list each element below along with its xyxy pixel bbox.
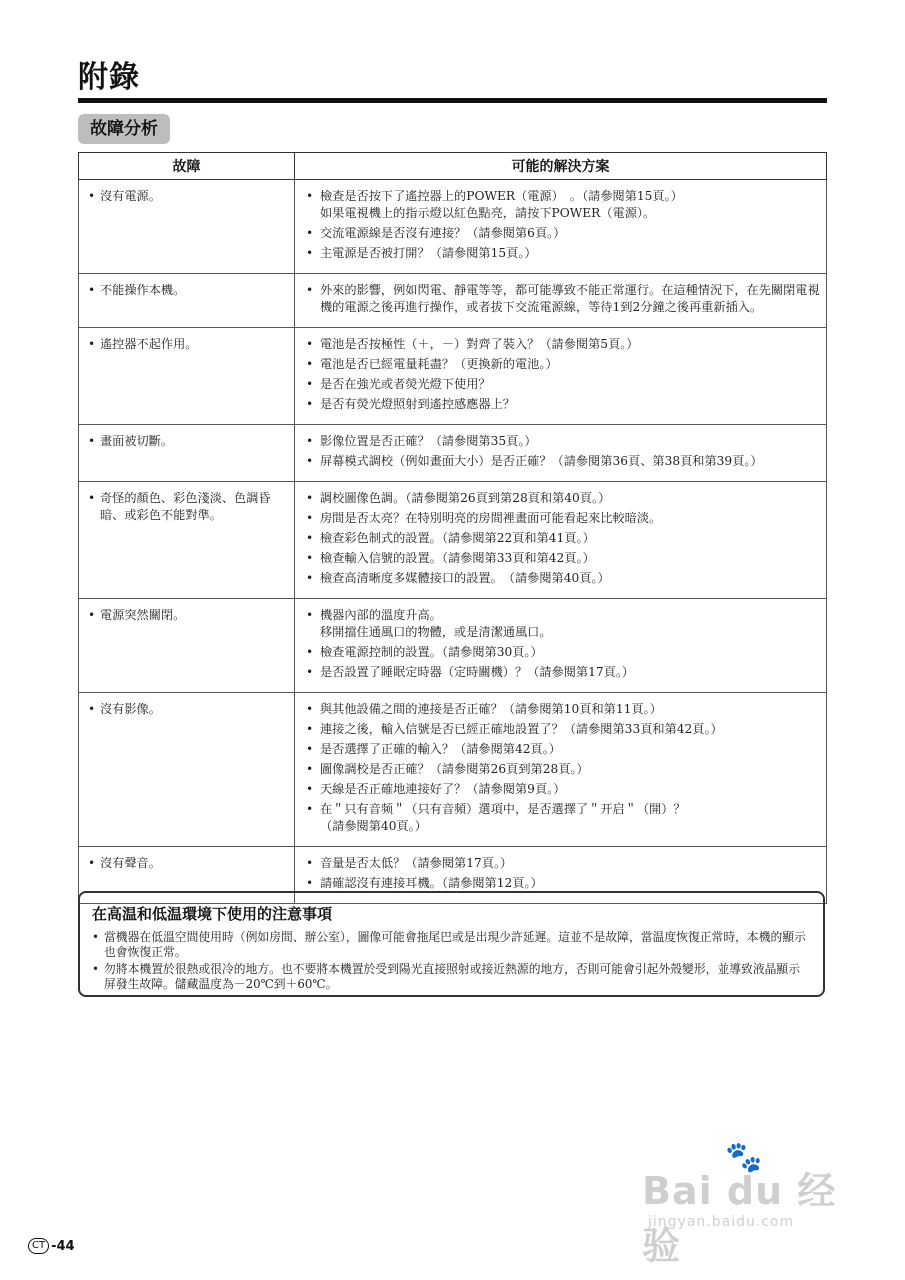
solution-list [304, 490, 820, 587]
problem-text: • 沒有電源。 [88, 188, 288, 205]
solution-item [304, 433, 820, 450]
troubleshooting-table [78, 152, 827, 904]
solution-line: • 圖像調校是否正確？（請參閱第26頁到第28頁。） [320, 762, 589, 776]
solution-line: • 調校圖像色調。（請參閱第26頁到第28頁和第40頁。） [320, 491, 611, 505]
solution-cell [295, 425, 827, 482]
solution-item [304, 550, 820, 567]
table-row [79, 328, 827, 425]
solution-item [304, 490, 820, 507]
solution-item [304, 781, 820, 798]
solution-line: • 檢查高清晰度多媒體接口的設置。 （請參閱第40頁。） [320, 571, 610, 585]
solution-item [304, 453, 820, 470]
problem-cell [79, 425, 295, 482]
language-badge: CT [28, 1238, 49, 1254]
title-rule [78, 98, 827, 103]
problem-cell [79, 180, 295, 274]
problem-cell [79, 599, 295, 693]
solution-line: • 電池是否已經電量耗盡？（更換新的電池。） [320, 357, 558, 371]
solution-line: • 交流電源線是否沒有連接？（請參閱第6頁。） [320, 226, 566, 240]
solution-item [304, 245, 820, 262]
solution-line: • 屏幕模式調校（例如畫面大小）是否正確？（請參閱第36頁、第38頁和第39頁。） [320, 454, 763, 468]
solution-line: • 是否在強光或者熒光燈下使用？ [320, 377, 491, 391]
solution-list [304, 701, 820, 835]
solution-list [304, 855, 820, 892]
solution-item [304, 701, 820, 718]
column-header-problem: 故障 [79, 153, 295, 180]
problem-cell [79, 274, 295, 328]
caution-note [78, 891, 825, 997]
solution-item [304, 570, 820, 587]
solution-line: • 與其他設備之間的連接是否正確？（請參閱第10頁和第11頁。） [320, 702, 662, 716]
solution-line: • 電池是否按極性（＋，－）對齊了裝入？（請參閱第5頁。） [320, 337, 639, 351]
solution-item [304, 530, 820, 547]
caution-item: • 當機器在低溫空間使用時（例如房間、辦公室），圖像可能會拖尾巴或是出現少許延遲。這並不是故障，當温度恢復正常時，本機的顯示也會恢復正常。 [92, 930, 811, 960]
section-heading: 故障分析 [78, 114, 170, 144]
table-body [79, 180, 827, 904]
solution-item [304, 225, 820, 242]
problem-cell [79, 693, 295, 847]
paw-icon: 🐾 [725, 1140, 763, 1175]
solution-line: • 檢查彩色制式的設置。（請參閱第22頁和第41頁。） [320, 531, 595, 545]
solution-item [304, 396, 820, 413]
solution-item [304, 188, 820, 222]
solution-cell [295, 180, 827, 274]
solution-list [304, 282, 820, 316]
table-row [79, 693, 827, 847]
solution-line: • 主電源是否被打開？（請參閱第15頁。） [320, 246, 537, 260]
problem-text: • 沒有聲音。 [88, 855, 288, 872]
problem-text: • 遙控器不起作用。 [88, 336, 288, 353]
problem-text: • 畫面被切斷。 [88, 433, 288, 450]
solution-line: • 檢查是否按下了遙控器上的POWER（電源） 。（請參閱第15頁。） [320, 189, 683, 203]
table-row [79, 180, 827, 274]
solution-cell [295, 482, 827, 599]
solution-item [304, 644, 820, 661]
solution-cell [295, 274, 827, 328]
solution-item [304, 761, 820, 778]
solution-cell [295, 599, 827, 693]
table-row [79, 274, 827, 328]
caution-item: • 勿將本機置於很熱或很冷的地方。也不要將本機置於受到陽光直接照射或接近熱源的地方，否則可能會引起外殼變形，並導致液晶顯示屏發生故障。儲藏温度為－20℃到＋60℃。 [92, 962, 811, 992]
solution-line: • 音量是否太低？（請參閱第17頁。） [320, 856, 513, 870]
solution-line: • 檢查輸入信號的設置。（請參閱第33頁和第42頁。） [320, 551, 595, 565]
solution-cell [295, 693, 827, 847]
baidu-watermark [630, 1140, 860, 1268]
table-row [79, 425, 827, 482]
solution-list [304, 336, 820, 413]
table-row [79, 599, 827, 693]
solution-line: 如果電視機上的指示燈以紅色點亮，請按下POWER（電源）。 [320, 206, 656, 220]
solution-list [304, 433, 820, 470]
solution-item [304, 376, 820, 393]
caution-title: 在高温和低温環境下使用的注意事項 [92, 905, 333, 923]
table-header-row [79, 153, 827, 180]
solution-line: （請參閱第40頁。） [320, 819, 427, 833]
problem-cell [79, 482, 295, 599]
solution-item [304, 356, 820, 373]
solution-item [304, 721, 820, 738]
solution-item [304, 741, 820, 758]
problem-text: • 奇怪的顏色、彩色淺淡、色調昏暗、或彩色不能對準。 [88, 490, 288, 524]
page-number: -44 [51, 1238, 75, 1254]
solution-line: • 天線是否正確地連接好了？（請參閱第9頁。） [320, 782, 566, 796]
solution-item [304, 282, 820, 316]
solution-line: • 檢查電源控制的設置。（請參閱第30頁。） [320, 645, 543, 659]
table-row [79, 482, 827, 599]
solution-line: 移開擋住通風口的物體，或是清潔通風口。 [320, 625, 552, 639]
watermark-logo: Bai du 经验 [642, 1169, 837, 1268]
solution-line: • 外來的影響，例如閃電、靜電等等，都可能導致不能正常運行。在這種情況下，在先關閉電視機的電源之後再進行操作，或者拔下交流電源線，等待1到2分鐘之後再重新插入。 [320, 283, 820, 314]
solution-item [304, 664, 820, 681]
solution-item [304, 855, 820, 872]
watermark-url: jingyan.baidu.com [648, 1214, 795, 1230]
solution-item [304, 336, 820, 353]
page-title: 附錄 [78, 60, 140, 95]
solution-line: • 是否選擇了正確的輸入？（請參閱第42頁。） [320, 742, 561, 756]
solution-item [304, 875, 820, 892]
solution-line: • 連接之後，輸入信號是否已經正確地設置了？（請參閱第33頁和第42頁。） [320, 722, 723, 736]
solution-cell [295, 328, 827, 425]
solution-line: • 在＂只有音频＂（只有音頻）選項中，是否選擇了＂开启＂（開）？ [320, 802, 686, 816]
solution-item [304, 801, 820, 835]
problem-text: • 不能操作本機。 [88, 282, 288, 299]
column-header-solution: 可能的解決方案 [295, 153, 827, 180]
solution-item [304, 607, 820, 641]
solution-line: • 機器內部的溫度升高。 [320, 608, 442, 622]
solution-line: • 是否設置了睡眠定時器（定時關機）？（請參閱第17頁。） [320, 665, 635, 679]
problem-cell [79, 328, 295, 425]
solution-list [304, 188, 820, 262]
solution-line: • 是否有熒光燈照射到遙控感應器上？ [320, 397, 515, 411]
solution-line: • 請確認沒有連接耳機。（請參閱第12頁。） [320, 876, 543, 890]
solution-item [304, 510, 820, 527]
solution-line: • 影像位置是否正確？（請參閱第35頁。） [320, 434, 537, 448]
caution-list [92, 930, 811, 992]
page-footer [28, 1238, 75, 1254]
solution-line: • 房間是否太亮？在特別明亮的房間裡畫面可能看起來比較暗淡。 [320, 511, 662, 525]
problem-text: • 電源突然關閉。 [88, 607, 288, 624]
solution-list [304, 607, 820, 681]
problem-text: • 沒有影像。 [88, 701, 288, 718]
